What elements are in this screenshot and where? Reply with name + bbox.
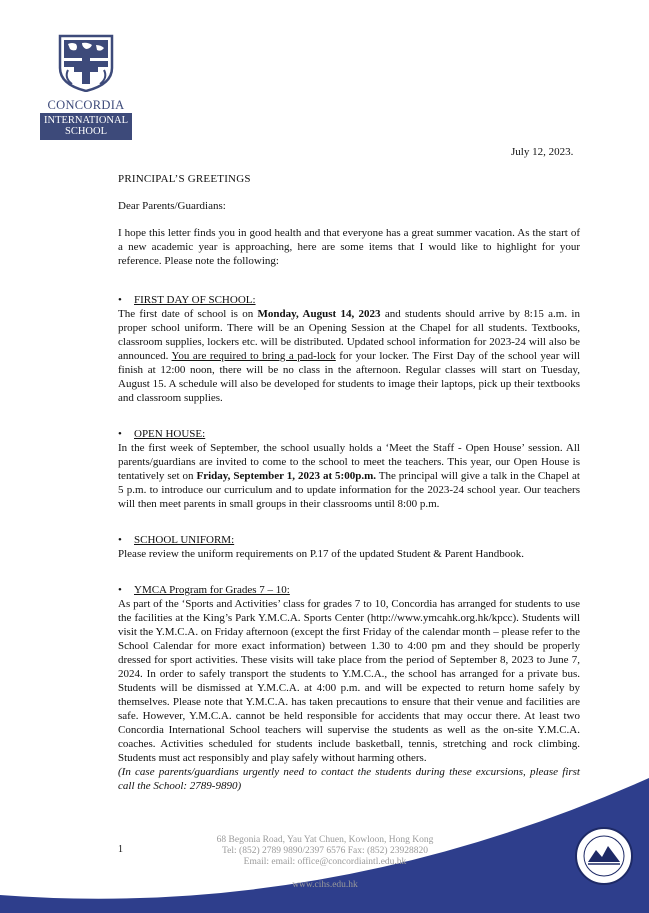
section-text — [118, 441, 580, 511]
section-text: Please review the uniform requirements on P.17 of the updated Student & Parent Handbook. — [118, 548, 524, 560]
section-title: SCHOOL UNIFORM: — [134, 534, 235, 546]
contact-note: (In case parents/guardians urgently need to contact the students during these excursions, please first call the School: 2789-9890) — [118, 766, 580, 792]
section-first-day — [118, 293, 580, 405]
bold-date: Friday, September 1, 2023 at 5:00p.m. — [196, 470, 376, 482]
section-title: YMCA Program for Grades 7 – 10: — [134, 584, 290, 596]
section-ymca — [118, 583, 580, 793]
letter-heading: PRINCIPAL’S GREETINGS — [118, 173, 251, 185]
section-header — [118, 293, 580, 307]
school-name-line1: CONCORDIA — [47, 98, 125, 112]
section-title: FIRST DAY OF SCHOOL: — [134, 294, 256, 306]
intro-paragraph: I hope this letter finds you in good health and that everyone has a great summer vacation. As the start of a new academic year is approaching, here are some items that I would like to highlight for your reference. Please note the following: — [118, 227, 580, 267]
section-text — [118, 307, 580, 405]
section-header — [118, 533, 580, 547]
letter-body — [118, 226, 580, 793]
footer-address: 68 Begonia Road, Yau Yat Chuen, Kowloon, Hong Kong — [216, 835, 434, 845]
accreditation-seal-icon — [574, 826, 634, 886]
section-header — [118, 583, 580, 597]
footer-email: Email: email: office@concordiaintl.edu.hk — [243, 857, 407, 867]
bullet: • — [118, 534, 122, 546]
page-number: 1 — [118, 844, 123, 855]
text-span: The first date of school is on — [118, 308, 258, 320]
bold-date: Monday, August 14, 2023 — [257, 308, 381, 320]
text-span: and students should arrive by 8:15 a.m. in proper school uniform. There will be an Opening Session at the Chapel for all students. Textbooks, classroom supplies, lockers etc. will be distributed. Updated school information for 2023-24 will also be announced. — [118, 308, 580, 362]
school-name-line3: SCHOOL — [64, 126, 107, 137]
school-name-line2: INTERNATIONAL — [44, 115, 128, 126]
text-span: The principal will give a talk in the Chapel at 5 p.m. to introduce our curriculum and to update information for the 2023-24 school year. Our teachers will then meet parents in small groups in their classrooms until 8:00 p.m. — [118, 470, 580, 510]
text-span: for your locker. The First Day of the school year will finish at 12:00 noon, there will be no class in the afternoon. Regular classes will start on Tuesday, August 15. A schedule will also be developed for students to image their laptops, pick up their textbooks and classroom supplies. — [118, 350, 580, 404]
salutation: Dear Parents/Guardians: — [118, 200, 226, 212]
school-logo — [40, 34, 132, 140]
school-name-box — [40, 113, 132, 140]
footer-contact — [170, 835, 480, 891]
bullet: • — [118, 428, 122, 440]
section-text: As part of the ‘Sports and Activities’ class for grades 7 to 10, Concordia has arranged for students to use the facilities at the King’s Park Y.M.C.A. Sports Center (http://www.ymcahk.org.hk/kpcc). Students will visit the Y.M.C.A. on Friday afternoon (except the first Friday of the calendar month – please refer to the School Calendar for more exact information) between 1.30 to 4:00 pm and they should be properly dressed for sport activities. These visits will take place from the period of September 8, 2023 to June 7, 2024. In order to safely transport the students to Y.M.C.A., the school has arranged for a private bus. Students will be dismissed at Y.M.C.A. at 4:00 p.m. and will be expected to return home safely by themselves. Please note that Y.M.C.A. has taken precautions to ensure that their venue and facilities are safe. However, Y.M.C.A. cannot be held responsible for accidents that may occur there. At least two Concordia International School teachers will supervise the students as well as the on-site Y.M.C.A. coaches. Activities scheduled for students include basketball, tennis, stretching and rock climbing. Students must act responsibly and play safely without harming others. — [118, 598, 580, 764]
letter-date: July 12, 2023. — [511, 146, 574, 158]
footer-phone: Tel: (852) 2789 9890/2397 6576 Fax: (852) 23928820 — [222, 846, 428, 856]
text-span: In the first week of September, the school usually holds a ‘Meet the Staff - Open House’ session. All parents/guardians are invited to come to the school to meet the teachers. This year, our Open House is tentatively set on — [118, 442, 580, 482]
section-uniform — [118, 533, 580, 561]
section-title: OPEN HOUSE: — [134, 428, 206, 440]
school-crest-icon — [58, 34, 114, 92]
footer-website: www.cihs.edu.hk — [292, 880, 358, 890]
underlined-text: You are required to bring a pad-lock — [171, 350, 336, 362]
section-header — [118, 427, 580, 441]
bullet: • — [118, 584, 122, 596]
bullet: • — [118, 294, 122, 306]
section-open-house — [118, 427, 580, 511]
